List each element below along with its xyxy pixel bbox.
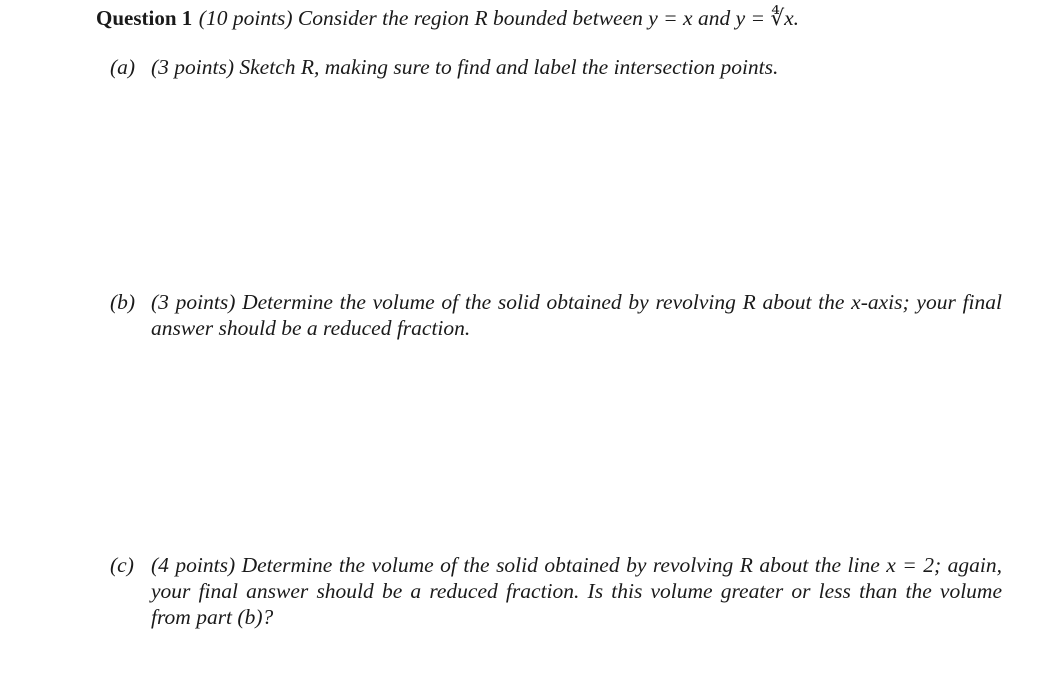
part-c-label: (c)	[110, 553, 134, 577]
part-a-text: (3 points) Sketch R, making sure to find and label the intersection points.	[151, 55, 779, 79]
part-c	[110, 552, 1002, 642]
question-text: (10 points) Consider the region R bounded between y = x and y = ∜x.	[198, 6, 800, 30]
part-a-label: (a)	[110, 55, 136, 79]
part-b	[110, 289, 1002, 349]
question-label: Question 1	[96, 6, 193, 30]
part-c-text: (4 points) Determine the volume of the solid obtained by revolving R about the line x = 2; again, your final answer should be a reduced fraction. Is this volume greater or less than the volume from part (b)?	[151, 553, 1002, 629]
part-b-label: (b)	[110, 290, 136, 314]
question-header	[96, 6, 799, 31]
part-b-text: (3 points) Determine the volume of the solid obtained by revolving R about the x-axis; your final answer should be a reduced fraction.	[151, 290, 1002, 340]
part-a	[110, 54, 1010, 84]
